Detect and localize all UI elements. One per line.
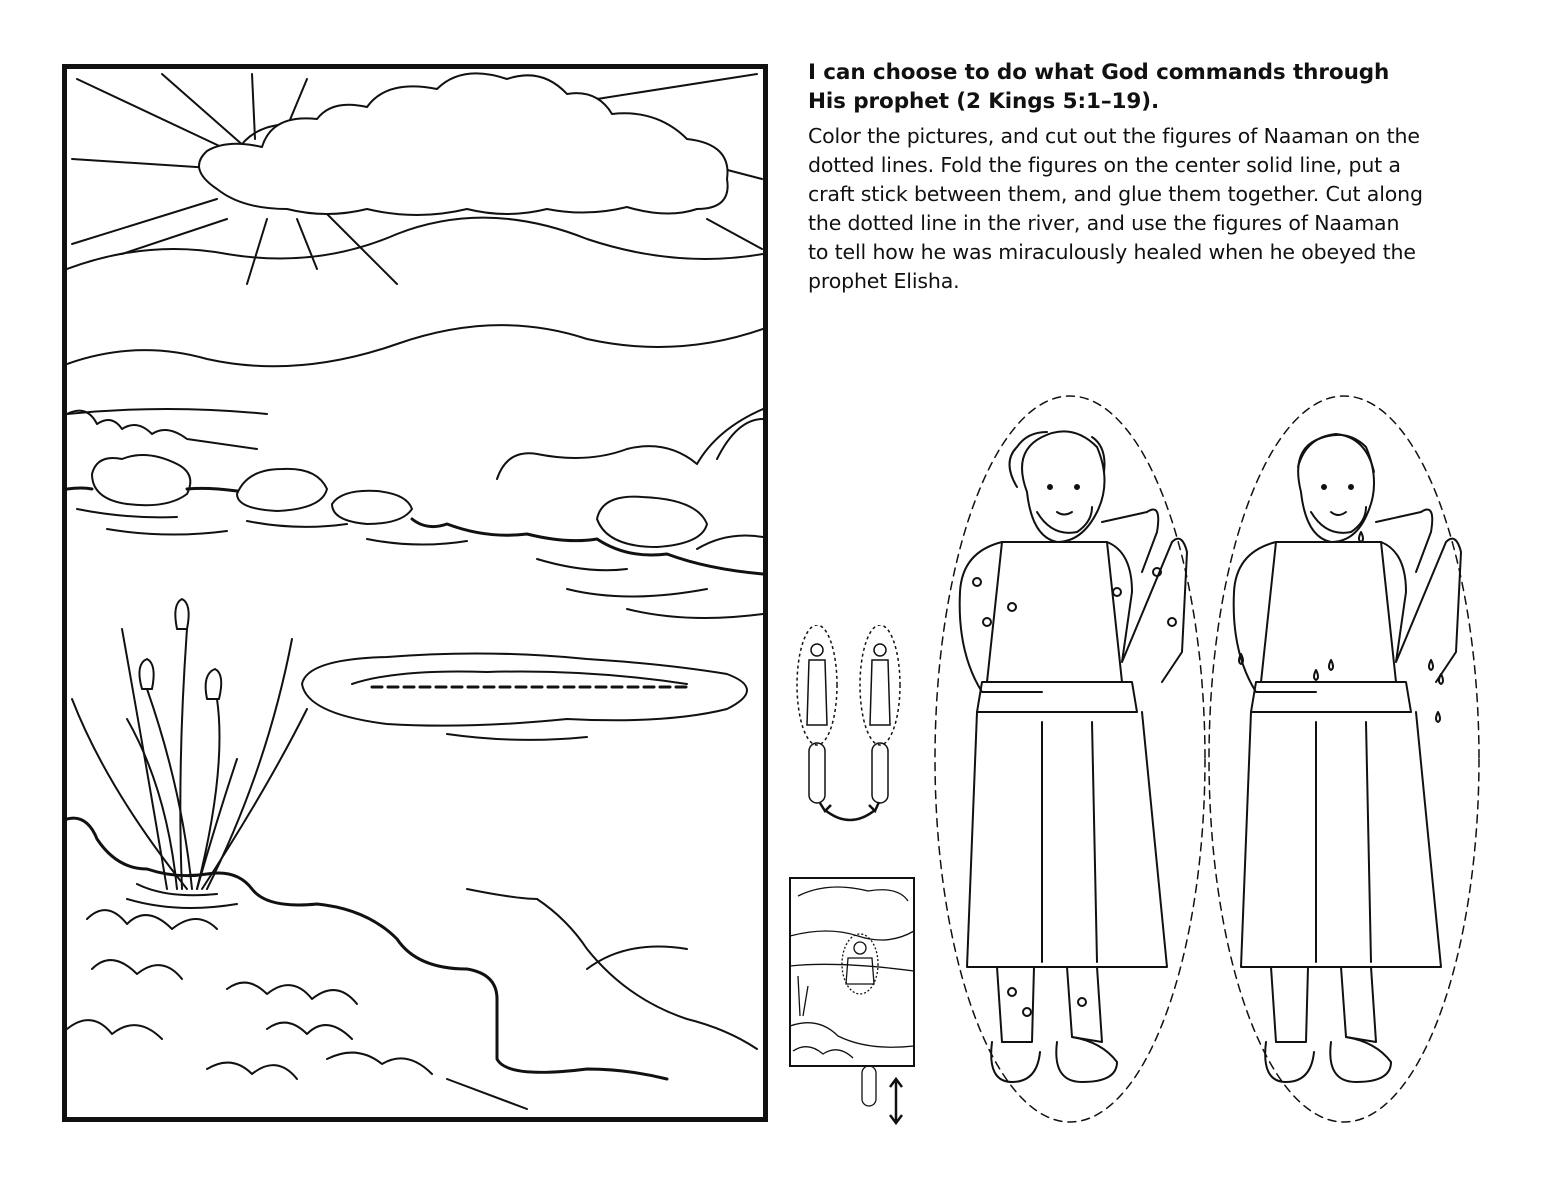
instructions-line: dotted lines. Fold the figures on the center solid line, put a (808, 153, 1401, 177)
cattails (72, 599, 307, 908)
instructions-paragraph (808, 122, 1508, 296)
rock (237, 469, 327, 511)
rock (332, 491, 412, 524)
water-drops (1239, 532, 1443, 722)
lesson-heading (808, 58, 1508, 116)
hill-line (67, 409, 267, 414)
river-scene-coloring-page (62, 64, 768, 1122)
rock (597, 497, 707, 547)
finished-scene-diagram (788, 876, 918, 1126)
activity-text (808, 58, 1508, 296)
hill-line (67, 325, 763, 366)
hill-line (67, 218, 763, 269)
instructions-line: Color the pictures, and cut out the figures of Naaman on the (808, 124, 1420, 148)
instructions-line: to tell how he was miraculously healed when he obeyed the (808, 240, 1416, 264)
instructions-line: the dotted line in the river, and use the figures of Naaman (808, 211, 1400, 235)
river-bank (67, 488, 92, 489)
river-bank (412, 519, 763, 574)
instructions-line: prophet Elisha. (808, 269, 960, 293)
up-down-arrow-icon (890, 1079, 902, 1123)
folded-puppet-diagram (795, 625, 915, 830)
rock (92, 455, 190, 505)
river-bank (187, 488, 237, 491)
instructions-line: craft stick between them, and glue them together. Cut along (808, 182, 1423, 206)
naaman-healed-cutout (1206, 392, 1486, 1127)
flip-arrow-icon (825, 810, 875, 820)
heading-line-1: I can choose to do what God commands through (808, 60, 1390, 85)
cloud (199, 73, 728, 215)
heading-line-2: His prophet (2 Kings 5:1–19). (808, 89, 1160, 114)
far-bank (67, 411, 257, 449)
pool (302, 653, 747, 725)
near-bank (67, 818, 667, 1079)
naaman-sick-cutout (932, 392, 1212, 1127)
